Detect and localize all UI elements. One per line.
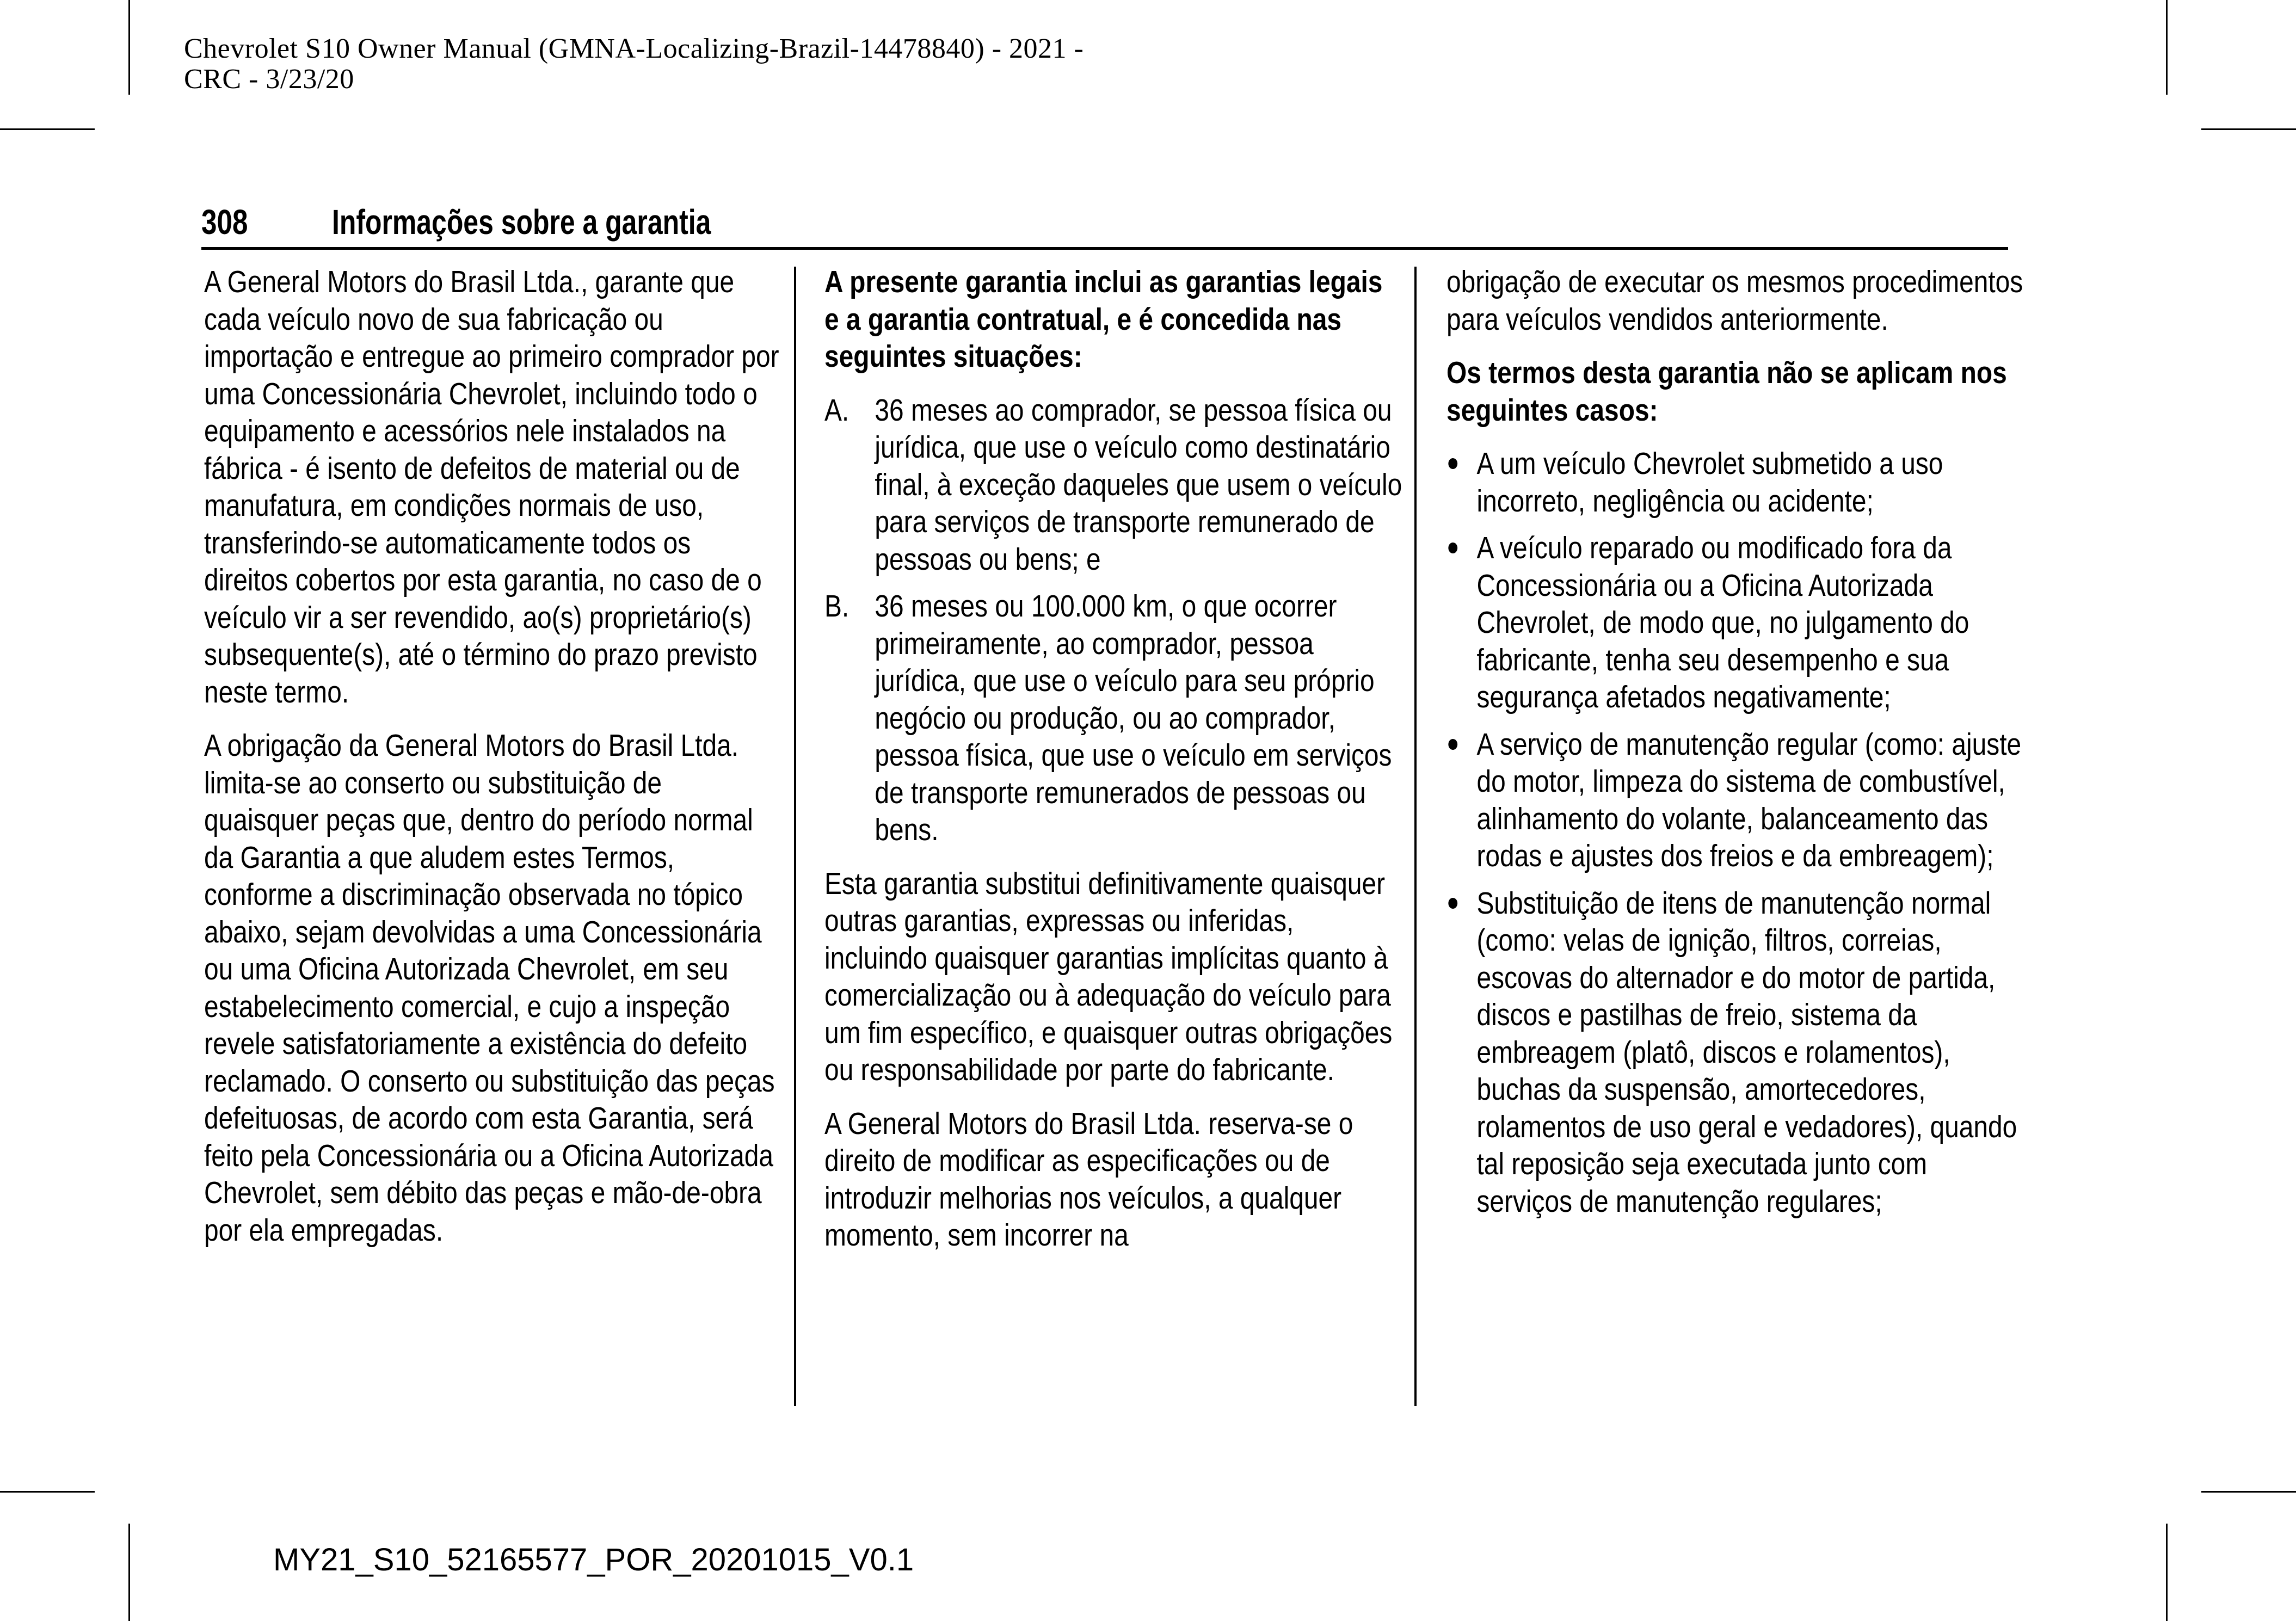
item-marker-b: B. [824,589,850,624]
exclusion-item-text: A serviço de manutenção regular (como: ajuste do motor, limpeza do sistema de combustível, alinhamento do volante, balanceamento das rodas e ajustes dos freios e da embreagem); [1476,726,2022,873]
column-2 [824,263,1402,1271]
exclusion-item [1446,445,2024,520]
warranty-intro-paragraph: A General Motors do Brasil Ltda., garante que cada veículo novo de sua fabricação ou importação e entregue ao primeiro comprador por uma Concessionária Chevrolet, incluindo todo o equipamento e acessórios nele instalados na fábrica - é isento de defeitos de material ou de manufatura, em condições normais de uso, transferindo-se automaticamente todos os direitos cobertos por esta garantia, no caso de o veículo vir a ser revendido, ao(s) proprietário(s) subsequente(s), até o término do prazo previsto neste termo. [204,264,779,710]
document-header-line-1: Chevrolet S10 Owner Manual (GMNA-Localizing-Brazil-14478840) - 2021 - [184,33,1084,64]
document-header-line-2: CRC - 3/23/20 [184,64,354,95]
exclusion-item-text: A um veículo Chevrolet submetido a uso incorreto, negligência ou acidente; [1476,446,1943,519]
crop-mark-top-left-horizontal [0,128,95,130]
document-footer-code: MY21_S10_52165577_POR_20201015_V0.1 [273,1542,914,1577]
column-1 [204,263,782,1265]
page-heading [201,197,2008,250]
crop-mark-bottom-left-horizontal [0,1491,95,1493]
bullet-icon [1448,739,1457,750]
crop-mark-top-left [128,0,130,95]
modification-rights-paragraph: A General Motors do Brasil Ltda. reserva-se o direito de modificar as especificações ou de introduzir melhorias nos veículos, a qualquer momento, sem incorrer na [824,1106,1353,1253]
page-title: Informações sobre a garantia [332,202,711,242]
column-3 [1446,263,2024,1236]
coverage-list [824,392,1402,849]
coverage-intro: A presente garantia inclui as garantias legais e a garantia contratual, e é concedida nas seguintes situações: [824,264,1383,374]
bullet-icon [1448,898,1457,909]
page-number: 308 [201,202,248,242]
exclusions-intro: Os termos desta garantia não se aplicam nos seguintes casos: [1446,355,2007,428]
exclusion-item [1446,529,2024,716]
crop-mark-bottom-left [128,1524,130,1621]
coverage-item-b [824,588,1402,849]
document-header [184,34,1218,95]
crop-mark-bottom-right-horizontal [2201,1491,2296,1493]
bullet-icon [1448,543,1457,553]
warranty-substitution-paragraph: Esta garantia substitui definitivamente quaisquer outras garantias, expressas ou inferidas, incluindo quaisquer garantias implícitas quanto à comercialização ou à adequação do veículo para um fim específico, e quaisquer outras obrigações ou responsabilidade por parte do fabricante. [824,866,1393,1087]
exclusions-list [1446,445,2024,1220]
coverage-item-a-text: 36 meses ao comprador, se pessoa física ou jurídica, que use o veículo como destinatário final, à exceção daqueles que usem o veículo para serviços de transporte remunerado de pessoas ou bens; e [875,392,1402,577]
item-marker-a: A. [824,392,850,428]
column-divider-2 [1414,267,1417,1406]
crop-mark-top-right [2166,0,2168,95]
exclusion-item-text: A veículo reparado ou modificado fora da Concessionária ou a Oficina Autorizada Chevrolet, de modo que, no julgamento do fabricante, tenha seu desempenho e sua segurança afetados negativamente; [1476,531,1969,714]
coverage-item-a [824,392,1402,578]
crop-mark-top-right-horizontal [2201,128,2296,130]
warranty-obligation-paragraph: A obrigação da General Motors do Brasil Ltda. limita-se ao conserto ou substituição de quaisquer peças que, dentro do período normal da Garantia a que aludem estes Termos, conforme a discriminação observada no tópico abaixo, sejam devolvidas a uma Concessionária ou uma Oficina Autorizada Chevrolet, em seu estabelecimento comercial, e cujo a inspeção revele satisfatoriamente a existência do defeito reclamado. O conserto ou substituição das peças defeituosas, de acordo com esta Garantia, será feito pela Concessionária ou a Oficina Autorizada Chevrolet, sem débito das peças e mão-de-obra por ela empregadas. [204,728,775,1248]
exclusion-item [1446,726,2024,875]
modification-rights-continued: obrigação de executar os mesmos procedimentos para veículos vendidos anteriormente. [1446,264,2023,337]
column-divider-1 [794,267,796,1406]
crop-mark-bottom-right [2166,1524,2168,1621]
exclusion-item-text: Substituição de itens de manutenção normal (como: velas de ignição, filtros, correias, escovas do alternador e do motor de partida, discos e pastilhas de freio, sistema da embreagem (platô, discos e rolamentos), buchas da suspensão, amortecedores, rolamentos de uso geral e vedadores), quando tal reposição seja executada junto com serviços de manutenção regulares; [1476,885,2017,1219]
coverage-item-b-text: 36 meses ou 100.000 km, o que ocorrer primeiramente, ao comprador, pessoa jurídica, que use o veículo para seu próprio negócio ou produção, ou ao comprador, pessoa física, que use o veículo em serviços de transporte remunerados de pessoas ou bens. [875,589,1392,847]
bullet-icon [1448,458,1457,469]
exclusion-item [1446,885,2024,1221]
